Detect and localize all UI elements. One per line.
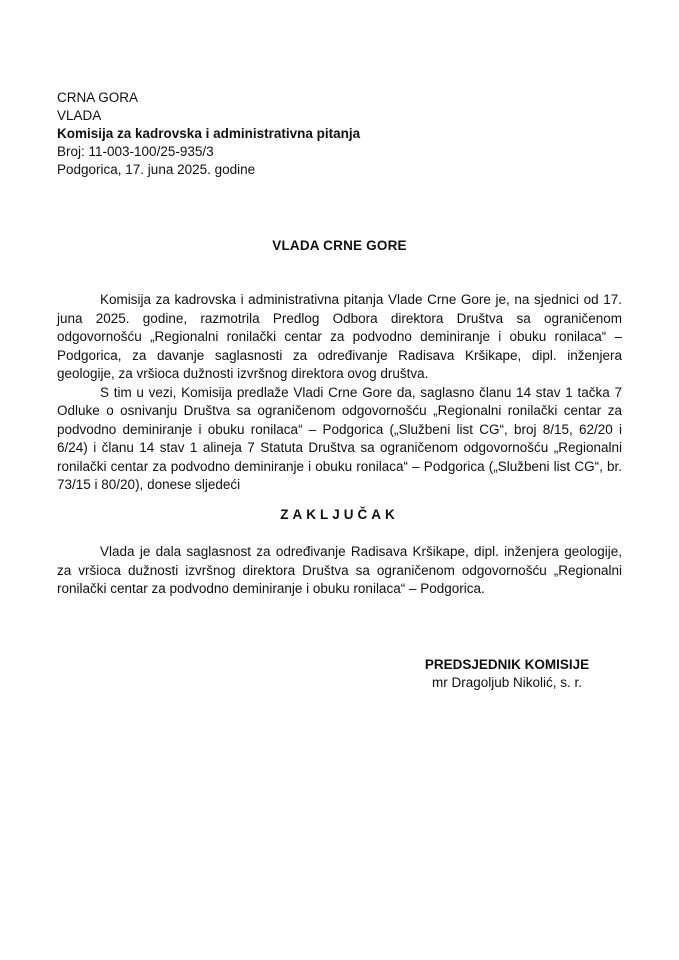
body-paragraph-1: Komisija za kadrovska i administrativna pitanja Vlade Crne Gore je, na sjednici od 17. juna 2025. godine, razmotrila Predlog Odbora direktora Društva sa ograničenom odgovornošću „Regionalni ronilački centar za podvodno deminiranje i obuku ronilaca“ – Podgorica, za davanje saglasnosti za određivanje Radisava Kršikape, dipl. inženjera geologije, za vršioca dužnosti izvršnog direktora ovog društva. [57, 292, 622, 381]
country-name: CRNA GORA [57, 90, 139, 105]
conclusion-section [57, 543, 622, 599]
conclusion-paragraph: Vlada je dala saglasnost za određivanje Radisava Kršikape, dipl. inženjera geologije, za vršioca dužnosti izvršnog direktora Društva sa ograničenom odgovornošću „Regionalni ronilački centar za podvodno deminiranje i obuku ronilaca“ – Podgorica. [57, 544, 622, 596]
document-number: Broj: 11-003-100/25-935/3 [57, 144, 214, 159]
document-body [57, 291, 622, 495]
signature-block [380, 656, 634, 692]
conclusion-title: ZAKLJUČAK [280, 507, 399, 522]
signature-role: PREDSJEDNIK KOMISIJE [424, 657, 590, 672]
commission-name: Komisija za kadrovska i administrativna pitanja [57, 126, 361, 141]
document-header [57, 89, 360, 179]
addressee-title: VLADA CRNE GORE [272, 238, 407, 253]
signature-name: mr Dragoljub Nikolić, s. r. [431, 675, 583, 690]
place-date: Podgorica, 17. juna 2025. godine [57, 162, 256, 177]
body-paragraph-2: S tim u vezi, Komisija predlaže Vladi Crne Gore da, saglasno članu 14 stav 1 tačka 7 Odluke o osnivanju Društva sa ograničenom odgovornošću „Regionalni ronilački centar za podvodno deminiranje i obuku ronilaca“ – Podgorica („Službeni list CG“, broj 8/15, 62/20 i 6/24) i članu 14 stav 1 alineja 7 Statuta Društva sa ograničenom odgovornošću „Regionalni ronilački centar za podvodno deminiranje i obuku ronilaca“ – Podgorica („Službeni list CG“, br. 73/15 i 80/20), donese sljedeći [57, 384, 622, 492]
government-name: VLADA [57, 108, 102, 123]
